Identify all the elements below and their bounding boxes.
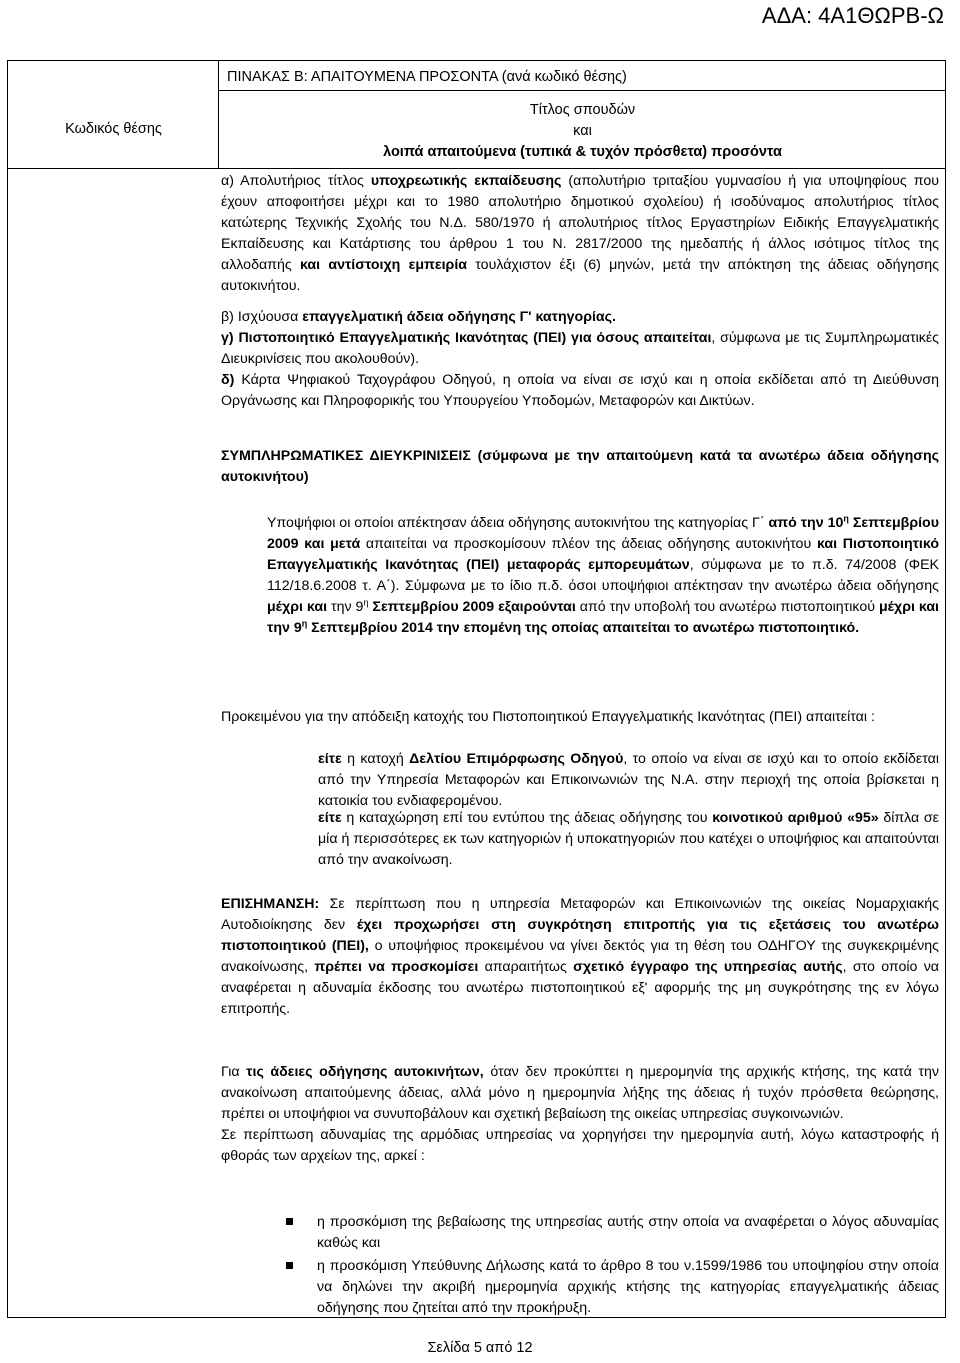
code-column-header: Κωδικός θέσης — [65, 121, 162, 137]
licenses-paragraph-2: Σε περίπτωση αδυναμίας της αρμόδιας υπηρεσίας να χορηγήσει την ημερομηνία αυτή, λόγω καταστροφής ή φθοράς των αρχείων της, αρκεί : — [221, 1127, 939, 1164]
list-item: η προσκόμιση της βεβαίωσης της υπηρεσίας αυτής στην οποία να αναφέρεται ο λόγος αδυναμίας καθώς και — [286, 1212, 939, 1254]
note-paragraph: ΕΠΙΣΗΜΑΝΣΗ: Σε περίπτωση που η υπηρεσία Μεταφορών και Επικοινωνιών της οικείας Νομαρχιακής Αυτοδιοίκησης δεν έχει προχωρήσει στη συγκρότηση επιτροπής για τις εξετάσεις του ανωτέρω πιστοποιητικού (ΠΕΙ), ο υποψήφιος προκειμένου να γίνει δεκτός για τη θέση του ΟΔΗΓΟΥ της συγκεκριμένης ανακοίνωσης, πρέπει να προσκομίσει απαραιτήτως σχετικό έγγραφο της υπηρεσίας αυτής, στο οποίο να αναφέρεται η αδυναμία έκδοσης του ανωτέρω πιστοποιητικού εξ' αφορμής της μη συγκρότησης της εν λόγω επιτροπής. — [221, 896, 939, 1017]
supplementary-heading: ΣΥΜΠΛΗΡΩΜΑΤΙΚΕΣ ΔΙΕΥΚΡΙΝΙΣΕΙΣ (σύμφωνα με την απαιτούμενη κατά τα ανωτέρω άδεια οδήγησης αυτοκινήτου) — [221, 448, 939, 485]
requirement-b: β) Ισχύουσα επαγγελματική άδεια οδήγησης Γ' κατηγορίας. — [221, 309, 616, 325]
list-item: η προσκόμιση Υπεύθυνης Δήλωσης κατά το άρθρο 8 του ν.1599/1986 του υποψηφίου στην οποία να δηλώνει την ακριβή ημερομηνία αρχικής κτήσης της κατηγορίας επαγγελματικής άδειας οδήγησης που ζητείται από την προκήρυξη. — [286, 1256, 939, 1319]
title-column-header-3: λοιπά απαιτούμενα (τυπικά & τυχόν πρόσθετα) προσόντα — [383, 144, 782, 160]
requirement-c: γ) Πιστοποιητικό Επαγγελματικής Ικανότητας (ΠΕΙ) για όσους απαιτείται, σύμφωνα με τις Συμπληρωματικές Διευκρινίσεις που ακολουθούν). — [221, 330, 940, 367]
ada-code: ΑΔΑ: 4Α1ΘΩΡΒ-Ω — [761, 3, 944, 28]
title-column-header-1: Τίτλος σπουδών — [529, 102, 636, 118]
title-column-header-2: και — [573, 123, 592, 139]
page-number: Σελίδα 5 από 12 — [427, 1340, 533, 1356]
supplementary-paragraph: Υποψήφιοι οι οποίοι απέκτησαν άδεια οδήγησης αυτοκινήτου της κατηγορίας Γ΄ από την $10^\eta$ Σεπτεμβρίου 2009 και μετά απαιτείται να προσκομίσουν πλέον της άδειας οδήγησης αυτοκινήτου και Πιστοποιητικό Επαγγελματικής Ικανότητας (ΠΕΙ) μεταφοράς εμπορευμάτων, σύμφωνα με το π.δ. 74/2008 (ΦΕΚ 112/18.6.2008 τ. Α΄). Σύμφωνα με το ίδιο π.δ. όσοι υποψήφιοι απέκτησαν την ανωτέρω άδεια οδήγησης μέχρι και την $9^\eta$ Σεπτεμβρίου 2009 εξαιρούνται από την υποβολή του ανωτέρω πιστοποιητικού μέχρι και την $9^\eta$ Σεπτεμβρίου 2014 την επομένη της οποίας απαιτείται το ανωτέρω πιστοποιητικό. — [267, 513, 940, 636]
code-column — [8, 61, 219, 169]
divider — [219, 90, 946, 91]
proof-intro: Προκειμένου για την απόδειξη κατοχής του Πιστοποιητικού Επαγγελματικής Ικανότητας (ΠΕΙ) απαιτείται : — [221, 709, 875, 725]
requirement-d: δ) Κάρτα Ψηφιακού Ταχογράφου Οδηγού, η οποία να είναι σε ισχύ και η οποία εκδίδεται από τη Διεύθυνση Οργάνωσης και Πληροφορικής του Υπουργείου Υποδομών, Μεταφορών και Δικτύων. — [221, 372, 939, 409]
bullet-list — [286, 1212, 939, 1321]
table-title: ΠΙΝΑΚΑΣ Β: ΑΠΑΙΤΟΥΜΕΝΑ ΠΡΟΣΟΝΤΑ (ανά κωδικό θέσης) — [227, 69, 627, 85]
proof-option-1: είτε η κατοχή Δελτίου Επιμόρφωσης Οδηγού, το οποίο να είναι σε ισχύ και το οποίο εκδίδεται από την Υπηρεσία Μεταφορών και Επικοινωνιών της Ν.Α. στην περιοχή της οποία βρίσκεται η κατοικία του ενδιαφερομένου. — [318, 751, 940, 809]
bullet-square-icon — [286, 1262, 293, 1269]
licenses-paragraph: Για τις άδειες οδήγησης αυτοκινήτων, όταν δεν προκύπτει η ημερομηνία της αρχικής κτήσης, της κατά την ανακοίνωση απαιτούμενης άδειας, αλλά μόνο η ημερομηνία λήξης της άδειας ή τυχόν πρόσθετα θεώρησης, πρέπει οι υποψήφιοι να συνυποβάλουν και σχετική βεβαίωση της οικείας υπηρεσίας συγκοινωνιών. Σε περίπτωση αδυναμίας της αρμόδιας υπηρεσίας να χορηγήσει την ημερομηνία αυτή, λόγω καταστροφής ή φθοράς των αρχείων της, αρκεί : — [221, 1062, 939, 1167]
requirement-a: α) Απολυτήριος τίτλος υποχρεωτικής εκπαίδευσης (απολυτήριο τριταξίου γυμνασίου ή για υποψηφίους που έχουν αποφοιτήσει μέχρι και το 1980 απολυτήριο δημοτικού σχολείου) ή ισοδύναμος απολυτήριος τίτλος κατώτερης Τεχνικής Σχολής του Ν.Δ. 580/1970 ή απολυτήριος τίτλος Εργαστηρίων Ειδικής Επαγγελματικής Εκπαίδευσης και Κατάρτισης του άρθρου 1 του Ν. 2817/2000 της ημεδαπής ή άλλος ισότιμος τίτλος της αλλοδαπής και αντίστοιχη εμπειρία τουλάχιστον έξι (6) μηνών, μετά την απόκτηση της άδειας οδήγησης αυτοκινήτου. — [221, 173, 940, 294]
bullet-square-icon — [286, 1218, 293, 1225]
proof-option-2: είτε η καταχώρηση επί του εντύπου της άδειας οδήγησης του κοινοτικού αριθμού «95» δίπλα σε μία ή περισσότερες εκ των κατηγοριών ή υποκατηγοριών που κατέχει ο υποψήφιος και απαιτούνται από την ανακοίνωση. — [318, 810, 939, 868]
divider — [8, 168, 946, 169]
